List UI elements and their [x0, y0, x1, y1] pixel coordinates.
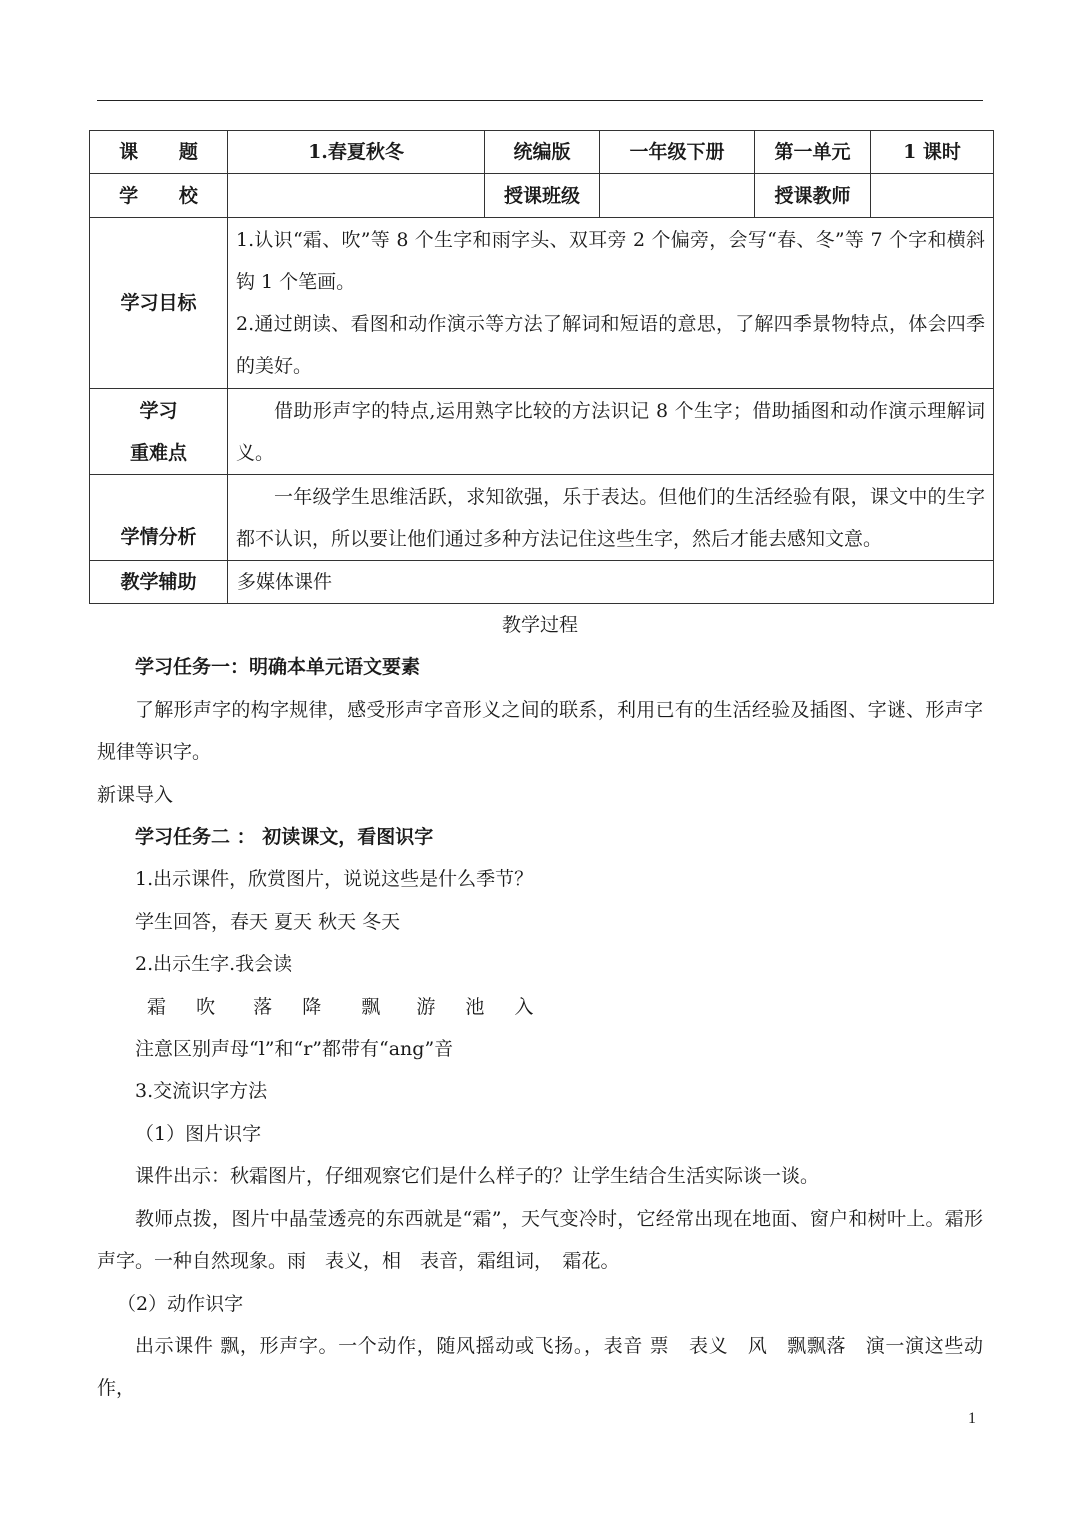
class-value	[600, 174, 755, 218]
table-row	[90, 174, 994, 218]
intro-line: 新课导入	[97, 783, 174, 806]
goals-content	[228, 218, 994, 389]
goal-item-1: 1.认识“霜、吹”等 8 个生字和雨字头、双耳旁 2 个偏旁，会写“春、冬”等 7 个字和横斜钩 1 个笔画。	[236, 229, 985, 293]
new-char: 入	[514, 995, 534, 1018]
sub1-para1: 课件出示：秋霜图片，仔细观察它们是什么样子的？让学生结合生活实际谈一谈。	[135, 1165, 820, 1188]
step1: 1.出示课件，欣赏图片，说说这些是什么季节？	[135, 868, 534, 891]
sub1-para2: 教师点拨，图片中晶莹透亮的东西就是“霜”，天气变冷时，它经常出现在地面、窗户和树叶上。霜形声字。一种自然现象。雨 表义，相 表音，霜组词， 霜花。	[97, 1207, 983, 1273]
step2: 2.出示生字.我会读	[135, 953, 293, 976]
aids-label: 教学辅助	[90, 561, 228, 604]
task1-title: 学习任务一：明确本单元语文要素	[135, 656, 421, 679]
class-label: 授课班级	[485, 174, 600, 218]
header-rule	[97, 100, 983, 101]
school-label: 学 校	[90, 174, 228, 218]
lesson-info-table	[89, 130, 994, 604]
task1-text: 了解形声字的构字规律，感受形声字音形义之间的联系，利用已有的生活经验及插图、字谜、形声字规律等识字。	[97, 698, 983, 764]
analysis-label: 学情分析	[90, 475, 228, 561]
new-char: 霜	[147, 995, 167, 1018]
page-number: 1	[968, 1410, 976, 1427]
sub2-para1: 出示课件 飘，形声字。一个动作，随风摇动或飞扬。，表音 票 表义 风 飘飘落 演一演这些动作，	[97, 1334, 983, 1400]
teacher-label: 授课教师	[755, 174, 871, 218]
table-row	[90, 218, 994, 389]
step1-answer: 学生回答，春天 夏天 秋天 冬天	[135, 910, 401, 933]
step3: 3.交流识字方法	[135, 1080, 268, 1103]
unit-cell: 第一单元	[755, 131, 871, 174]
new-char: 飘	[361, 995, 381, 1018]
table-row	[90, 389, 994, 475]
new-char: 吹	[196, 995, 216, 1018]
new-char: 池	[465, 995, 485, 1018]
hours-cell: 1 课时	[871, 131, 994, 174]
sub2-heading: （2）动作识字	[117, 1292, 244, 1315]
topic-label: 课 题	[90, 131, 228, 174]
sub1-heading: （1）图片识字	[135, 1122, 262, 1145]
analysis-content: 一年级学生思维活跃，求知欲强，乐于表达。但他们的生活经验有限，课文中的生字都不认识，所以要让他们通过多种方法记住这些生字，然后才能去感知文意。	[228, 475, 994, 561]
new-char: 落	[253, 995, 273, 1018]
new-chars-line	[97, 986, 983, 1028]
table-row	[90, 131, 994, 174]
table-row	[90, 475, 994, 561]
edition-cell: 统编版	[485, 131, 600, 174]
key-points-content: 借助形声字的特点,运用熟字比较的方法识记 8 个生字；借助插图和动作演示理解词义。	[228, 389, 994, 475]
new-char: 降	[302, 995, 322, 1018]
table-row	[90, 561, 994, 604]
task2-title: 学习任务二 ： 初读课文，看图识字	[135, 826, 434, 849]
teaching-process	[97, 604, 983, 1410]
teacher-value	[871, 174, 994, 218]
goal-item-2: 2.通过朗读、看图和动作演示等方法了解词和短语的意思，了解四季景物特点，体会四季的美好。	[236, 313, 985, 377]
process-heading: 教学过程	[501, 614, 578, 636]
key-points-label: 学习 重难点	[90, 389, 228, 475]
school-value	[228, 174, 485, 218]
goals-label: 学习目标	[90, 218, 228, 389]
aids-content: 多媒体课件	[228, 561, 994, 604]
note-line: 注意区别声母“l”和“r”都带有“ang”音	[135, 1038, 454, 1061]
lesson-title: 1.春夏秋冬	[228, 131, 485, 174]
new-char: 游	[416, 995, 436, 1018]
grade-cell: 一年级下册	[600, 131, 755, 174]
